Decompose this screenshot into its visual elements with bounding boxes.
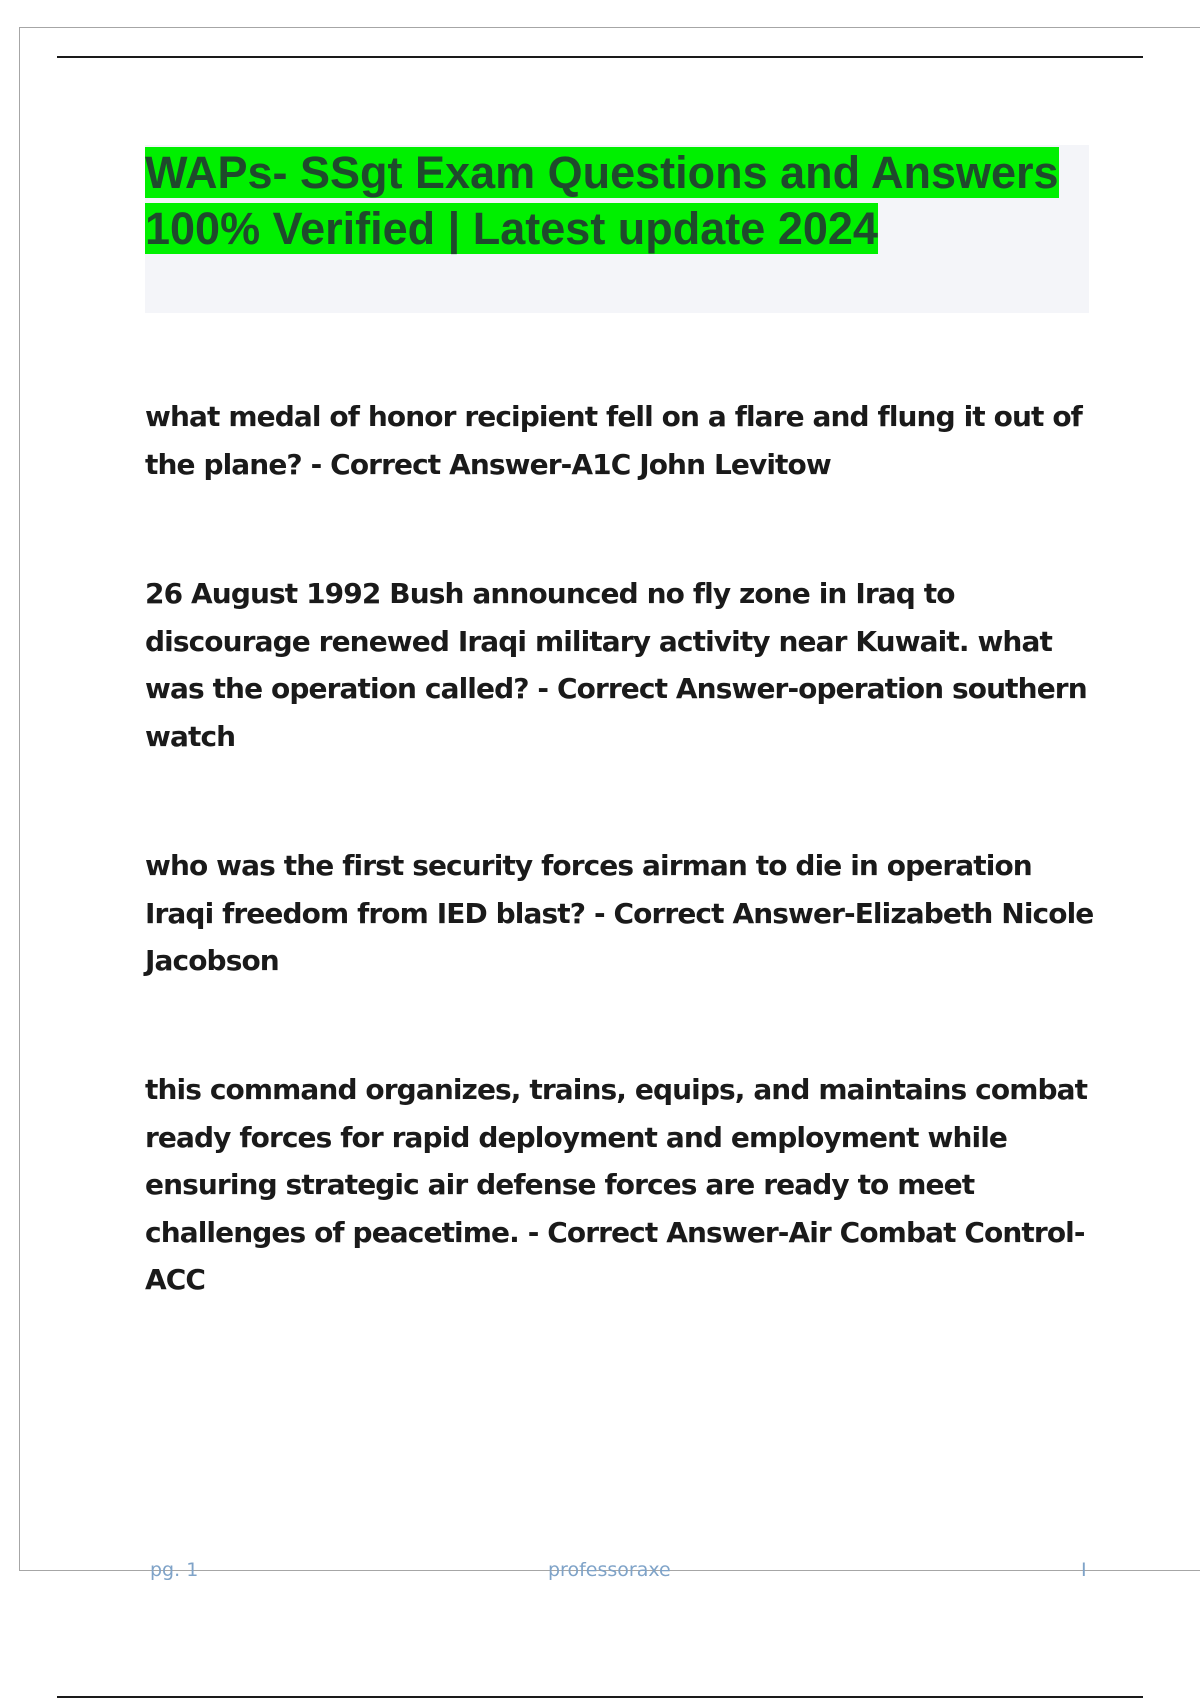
header-rule: [57, 56, 1143, 58]
qa-item: 26 August 1992 Bush announced no fly zone in Iraq to discourage renewed Iraqi military activity near Kuwait. what was the operation called? - Correct Answer-operation southern watch: [145, 577, 1087, 753]
footer-page-number: pg. 1: [150, 1559, 199, 1581]
footer-author: professoraxe: [548, 1559, 671, 1581]
qa-item: what medal of honor recipient fell on a flare and flung it out of the plane? - Correct Answer-A1C John Levitow: [145, 400, 1082, 481]
qa-item: this command organizes, trains, equips, and maintains combat ready forces for rapid deployment and employment while ensuring strategic air defense forces are ready to meet challenges of peacetime. - Correct Answer-Air Combat Control- ACC: [145, 1073, 1088, 1296]
title-block: [145, 145, 1089, 313]
footer-rule: [57, 1696, 1143, 1698]
title-highlight: WAPs- SSgt Exam Questions and Answers 100% Verified | Latest update 2024: [145, 147, 1059, 254]
document-title: [145, 145, 1075, 257]
footer-marker: I: [1081, 1559, 1087, 1581]
qa-item: who was the first security forces airman to die in operation Iraqi freedom from IED blast? - Correct Answer-Elizabeth Nicole Jacobson: [145, 849, 1094, 977]
